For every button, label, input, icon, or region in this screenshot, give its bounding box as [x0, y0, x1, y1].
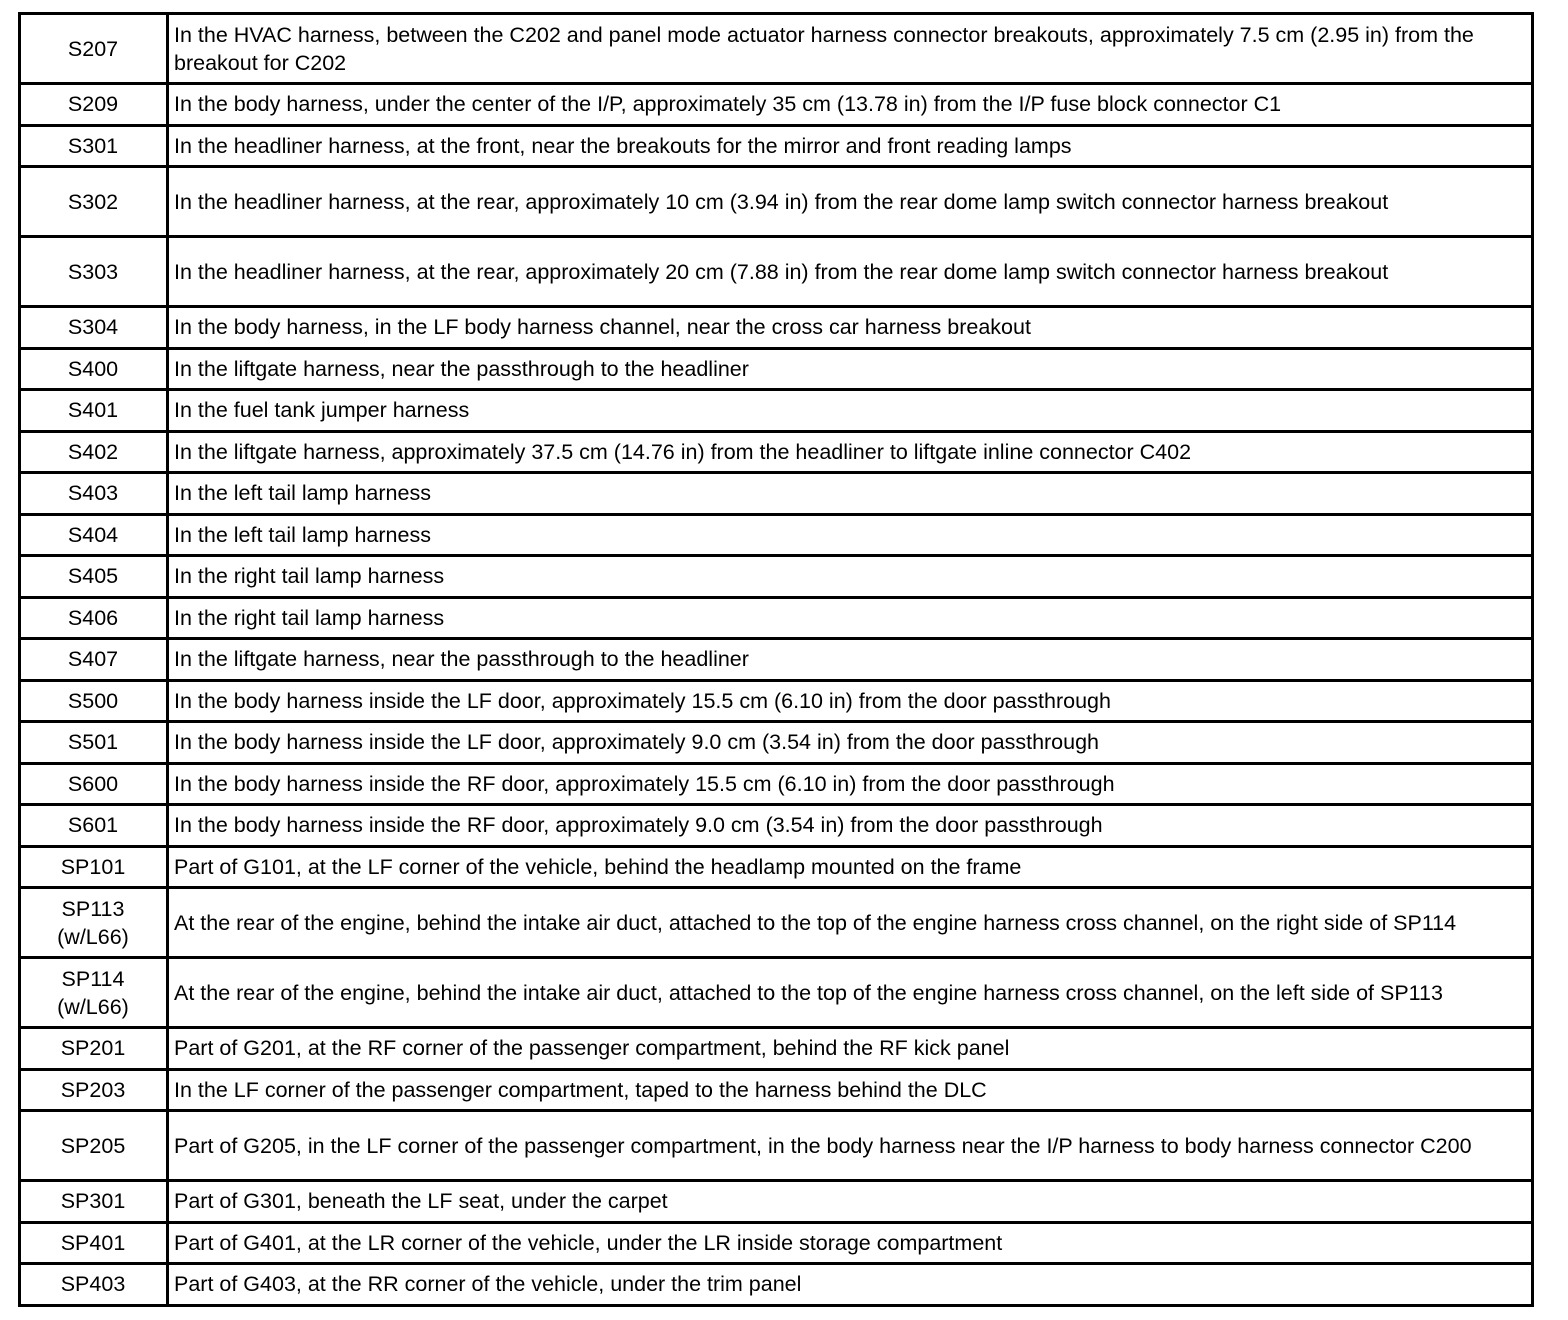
- table-row: [20, 1111, 1533, 1181]
- splice-id-cell: [20, 597, 168, 639]
- location-cell: In the liftgate harness, near the passthrough to the headliner: [168, 639, 1533, 681]
- splice-id-cell: [20, 473, 168, 515]
- splice-id: SP101: [60, 854, 126, 879]
- splice-id-cell: [20, 307, 168, 349]
- splice-id-cell: [20, 639, 168, 681]
- location-cell: In the liftgate harness, near the passthrough to the headliner: [168, 348, 1533, 390]
- splice-id-cell: [20, 390, 168, 432]
- splice-id-cell: [20, 722, 168, 764]
- splice-id-cell: [20, 1111, 168, 1181]
- splice-id: SP203: [60, 1077, 126, 1102]
- splice-id-cell: [20, 1028, 168, 1070]
- splice-id-cell: [20, 1181, 168, 1223]
- table-row: [20, 473, 1533, 515]
- table-row: [20, 1264, 1533, 1306]
- splice-id-cell: [20, 431, 168, 473]
- splice-id: S601: [67, 813, 119, 838]
- splice-id: S302: [67, 189, 119, 214]
- splice-location-table: [18, 12, 1534, 1307]
- table-row: [20, 307, 1533, 349]
- location-cell: In the headliner harness, at the front, near the breakouts for the mirror and front reading lamps: [168, 125, 1533, 167]
- splice-id: S303: [67, 259, 119, 284]
- splice-id: S304: [67, 315, 119, 340]
- splice-id-cell: [20, 84, 168, 126]
- splice-id-cell: [20, 1222, 168, 1264]
- table-row: [20, 348, 1533, 390]
- location-cell: In the fuel tank jumper harness: [168, 390, 1533, 432]
- splice-id: SP205: [60, 1133, 126, 1158]
- location-cell: In the headliner harness, at the rear, approximately 10 cm (3.94 in) from the rear dome lamp switch connector harness breakout: [168, 167, 1533, 237]
- location-cell: At the rear of the engine, behind the intake air duct, attached to the top of the engine harness cross channel, on the left side of SP113: [168, 958, 1533, 1028]
- table-row: [20, 846, 1533, 888]
- location-cell: In the body harness inside the RF door, approximately 9.0 cm (3.54 in) from the door passthrough: [168, 805, 1533, 847]
- table-row: [20, 431, 1533, 473]
- location-cell: Part of G205, in the LF corner of the passenger compartment, in the body harness near the I/P harness to body harness connector C200: [168, 1111, 1533, 1181]
- splice-id-cell: [20, 846, 168, 888]
- splice-id: SP113: [61, 896, 125, 921]
- splice-id: SP301: [60, 1189, 126, 1214]
- splice-id-cell: [20, 1264, 168, 1306]
- table-row: [20, 390, 1533, 432]
- splice-id-cell: [20, 514, 168, 556]
- splice-id: S400: [67, 356, 119, 381]
- location-cell: In the liftgate harness, approximately 37.5 cm (14.76 in) from the headliner to liftgate inline connector C402: [168, 431, 1533, 473]
- table-row: [20, 1028, 1533, 1070]
- table-row: [20, 167, 1533, 237]
- splice-id-cell: [20, 680, 168, 722]
- splice-id-cell: [20, 556, 168, 598]
- splice-id: S404: [67, 522, 119, 547]
- splice-id: SP114: [61, 966, 125, 991]
- location-cell: Part of G403, at the RR corner of the vehicle, under the trim panel: [168, 1264, 1533, 1306]
- splice-id: S401: [67, 398, 119, 423]
- location-cell: Part of G201, at the RF corner of the passenger compartment, behind the RF kick panel: [168, 1028, 1533, 1070]
- splice-id: S207: [67, 36, 119, 61]
- splice-id: SP201: [60, 1036, 126, 1061]
- table-row: [20, 888, 1533, 958]
- splice-id: S600: [67, 771, 119, 796]
- table-row: [20, 639, 1533, 681]
- splice-id-cell: [20, 348, 168, 390]
- splice-id: S406: [67, 605, 119, 630]
- location-cell: Part of G101, at the LF corner of the vehicle, behind the headlamp mounted on the frame: [168, 846, 1533, 888]
- splice-id: S301: [67, 133, 119, 158]
- table-row: [20, 556, 1533, 598]
- splice-id-cell: [20, 125, 168, 167]
- splice-id-note: (w/L66): [57, 994, 129, 1019]
- splice-id-cell: [20, 14, 168, 84]
- table-row: [20, 763, 1533, 805]
- location-cell: In the body harness, in the LF body harness channel, near the cross car harness breakout: [168, 307, 1533, 349]
- location-cell: In the HVAC harness, between the C202 and panel mode actuator harness connector breakouts, approximately 7.5 cm (2.95 in) from the breakout for C202: [168, 14, 1533, 84]
- location-cell: In the body harness inside the LF door, approximately 9.0 cm (3.54 in) from the door passthrough: [168, 722, 1533, 764]
- location-cell: In the left tail lamp harness: [168, 473, 1533, 515]
- table-row: [20, 722, 1533, 764]
- location-cell: At the rear of the engine, behind the intake air duct, attached to the top of the engine harness cross channel, on the right side of SP114: [168, 888, 1533, 958]
- splice-id-cell: [20, 1069, 168, 1111]
- table-row: [20, 597, 1533, 639]
- location-cell: In the LF corner of the passenger compartment, taped to the harness behind the DLC: [168, 1069, 1533, 1111]
- table-row: [20, 958, 1533, 1028]
- splice-id: S501: [67, 730, 119, 755]
- splice-id: SP401: [60, 1230, 126, 1255]
- splice-id-cell: [20, 237, 168, 307]
- location-cell: In the headliner harness, at the rear, approximately 20 cm (7.88 in) from the rear dome lamp switch connector harness breakout: [168, 237, 1533, 307]
- location-cell: In the left tail lamp harness: [168, 514, 1533, 556]
- splice-id-cell: [20, 805, 168, 847]
- table-row: [20, 514, 1533, 556]
- table-row: [20, 84, 1533, 126]
- table-row: [20, 1181, 1533, 1223]
- splice-id-note: (w/L66): [57, 924, 129, 949]
- splice-id: S209: [67, 92, 119, 117]
- splice-id: S407: [67, 647, 119, 672]
- splice-id: S402: [67, 439, 119, 464]
- location-cell: Part of G301, beneath the LF seat, under the carpet: [168, 1181, 1533, 1223]
- splice-id: SP403: [60, 1272, 126, 1297]
- location-cell: In the body harness inside the RF door, approximately 15.5 cm (6.10 in) from the door passthrough: [168, 763, 1533, 805]
- splice-id-cell: [20, 958, 168, 1028]
- splice-id-cell: [20, 888, 168, 958]
- table-row: [20, 14, 1533, 84]
- location-cell: In the right tail lamp harness: [168, 597, 1533, 639]
- location-cell: In the right tail lamp harness: [168, 556, 1533, 598]
- table-row: [20, 805, 1533, 847]
- location-cell: Part of G401, at the LR corner of the vehicle, under the LR inside storage compartment: [168, 1222, 1533, 1264]
- splice-id: S403: [67, 481, 119, 506]
- table-row: [20, 680, 1533, 722]
- table-row: [20, 1069, 1533, 1111]
- splice-id: S500: [67, 688, 119, 713]
- table-row: [20, 237, 1533, 307]
- splice-id-cell: [20, 167, 168, 237]
- location-cell: In the body harness inside the LF door, approximately 15.5 cm (6.10 in) from the door passthrough: [168, 680, 1533, 722]
- splice-id: S405: [67, 564, 119, 589]
- location-cell: In the body harness, under the center of the I/P, approximately 35 cm (13.78 in) from the I/P fuse block connector C1: [168, 84, 1533, 126]
- table-row: [20, 1222, 1533, 1264]
- table-row: [20, 125, 1533, 167]
- splice-id-cell: [20, 763, 168, 805]
